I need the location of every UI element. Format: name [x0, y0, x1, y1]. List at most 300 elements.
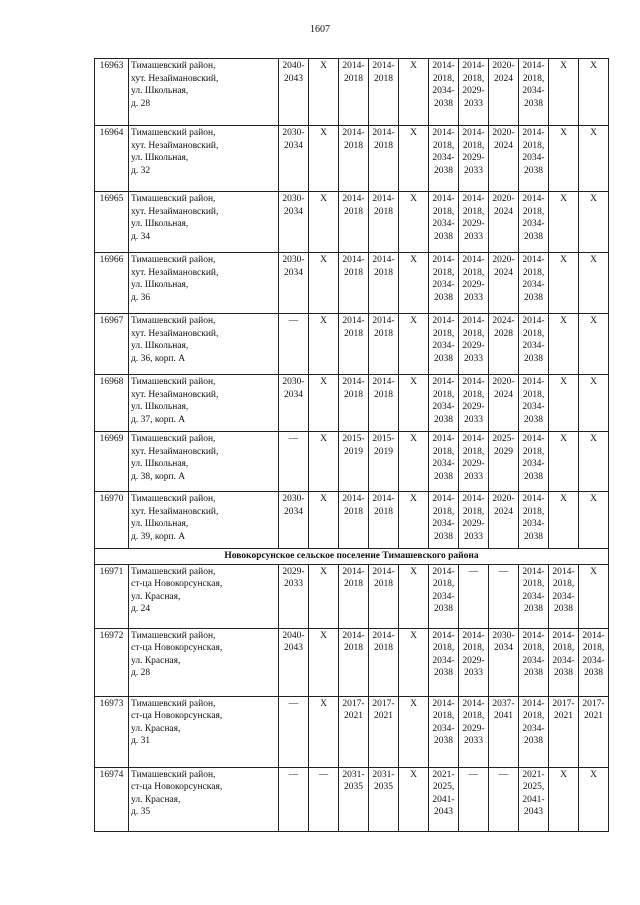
repair-period-cell: [549, 59, 579, 126]
period-line: 2014-: [522, 255, 545, 265]
record-number: 16963: [95, 59, 129, 126]
period-line: 2018,: [522, 328, 545, 339]
period-line: 2034: [284, 206, 303, 217]
period-line: 2014-: [342, 255, 365, 265]
repair-period-cell: [279, 314, 309, 375]
period-line: 2024: [494, 206, 513, 217]
period-line: 2034-: [432, 655, 455, 666]
period-line: 2014-: [342, 128, 365, 138]
address-line: ул. Школьная,: [131, 402, 189, 412]
repair-period-cell: [339, 564, 369, 628]
repair-period-cell: [489, 432, 519, 492]
address-line: д. 34: [131, 231, 151, 242]
period-line: 2034-: [432, 153, 455, 163]
period-line: 2034-: [522, 655, 545, 666]
address-line: хут. Незаймановский,: [131, 446, 219, 457]
period-line: 2029-: [462, 280, 485, 290]
address-line: Тимашевский район,: [131, 769, 216, 780]
period-line: 2014-: [462, 61, 485, 71]
period-line: Х: [560, 434, 567, 444]
period-line: 2014-: [522, 494, 545, 504]
period-line: 2021: [584, 711, 603, 721]
period-line: Х: [560, 61, 567, 71]
period-line: 2018,: [462, 389, 485, 400]
period-line: 2021: [554, 711, 573, 721]
period-line: 2018: [344, 506, 363, 517]
repair-period-cell: [489, 375, 519, 432]
period-line: 2014-: [432, 434, 455, 444]
repair-period-cell: [369, 126, 399, 192]
period-line: Х: [410, 61, 417, 71]
repair-period-cell: [399, 126, 429, 192]
period-line: Х: [410, 769, 417, 780]
period-line: 2034-: [522, 219, 545, 229]
repair-period-cell: [579, 492, 609, 549]
period-line: 2017-: [582, 698, 605, 709]
repair-period-cell: [399, 564, 429, 628]
repair-period-cell: [279, 375, 309, 432]
period-line: 2018,: [522, 267, 545, 278]
address-cell: [129, 192, 279, 253]
address-cell: [129, 492, 279, 549]
repair-period-cell: [519, 375, 549, 432]
repair-period-cell: [429, 564, 459, 628]
repair-period-cell: [459, 59, 489, 126]
repair-period-cell: [309, 126, 339, 192]
repair-period-cell: [489, 59, 519, 126]
repair-period-cell: [339, 126, 369, 192]
period-line: Х: [410, 194, 417, 204]
repair-period-cell: [399, 696, 429, 767]
period-line: 2040-: [282, 630, 305, 641]
period-line: 2014-: [462, 434, 485, 444]
address-line: ул. Школьная,: [131, 219, 189, 229]
repair-period-cell: [429, 432, 459, 492]
period-line: 2018,: [552, 579, 575, 589]
period-line: 2018,: [582, 643, 605, 653]
address-line: Тимашевский район,: [131, 566, 216, 577]
period-line: 2014-: [342, 194, 365, 204]
period-line: 2018,: [432, 206, 455, 217]
period-line: —: [288, 434, 299, 444]
period-line: Х: [590, 494, 597, 504]
period-line: 2021: [374, 711, 393, 721]
repair-period-cell: [459, 492, 489, 549]
period-line: Х: [560, 769, 567, 780]
period-line: Х: [560, 377, 567, 387]
period-line: 2019: [344, 446, 363, 457]
period-line: 2029-: [462, 723, 485, 734]
period-line: 2020-: [492, 255, 515, 265]
period-line: 2014-: [552, 566, 575, 577]
address-line: ст-ца Новокорсунская,: [131, 782, 223, 792]
period-line: 2014-: [432, 255, 455, 265]
address-line: ул. Школьная,: [131, 153, 189, 163]
period-line: 2034: [284, 267, 303, 278]
repair-period-cell: [369, 767, 399, 831]
period-line: 2018,: [432, 643, 455, 653]
repair-period-cell: [309, 628, 339, 696]
repair-period-cell: [399, 314, 429, 375]
repair-period-cell: [459, 126, 489, 192]
period-line: 2034-: [522, 86, 545, 96]
repair-period-cell: [579, 192, 609, 253]
period-line: Х: [320, 566, 327, 577]
period-line: 2014-: [432, 630, 455, 641]
period-line: 2038: [524, 471, 543, 482]
period-line: 2014-: [462, 194, 485, 204]
period-line: 2021-: [522, 769, 545, 780]
repair-period-cell: [489, 628, 519, 696]
repair-period-cell: [279, 628, 309, 696]
period-line: 2014-: [372, 128, 395, 138]
repair-period-cell: [309, 696, 339, 767]
period-line: 2038: [584, 668, 603, 678]
address-line: Тимашевский район,: [131, 128, 216, 138]
period-line: 2018: [344, 579, 363, 589]
repair-period-cell: [489, 253, 519, 314]
period-line: 2025-: [492, 434, 515, 444]
period-line: 2014-: [372, 630, 395, 641]
period-line: 2019: [374, 446, 393, 457]
section-title: Новокорсунское сельское поселение Тимашевского района: [95, 549, 609, 565]
repair-period-cell: [279, 564, 309, 628]
period-line: 2018: [344, 267, 363, 278]
repair-period-cell: [519, 696, 549, 767]
repair-period-cell: [489, 767, 519, 831]
address-line: хут. Незаймановский,: [131, 389, 219, 400]
period-line: 2043: [284, 73, 303, 84]
period-line: 2020-: [492, 128, 515, 138]
period-line: 2014-: [432, 566, 455, 577]
period-line: 2018,: [522, 711, 545, 721]
address-line: ул. Красная,: [131, 655, 181, 666]
repair-period-cell: [429, 375, 459, 432]
repair-period-cell: [339, 628, 369, 696]
address-line: д. 28: [131, 668, 151, 678]
period-line: 2014-: [522, 698, 545, 709]
period-line: 2034-: [522, 723, 545, 734]
period-line: 2020-: [492, 194, 515, 204]
period-line: 2014-: [522, 316, 545, 326]
table-row: [95, 375, 609, 432]
period-line: 2038: [524, 292, 543, 303]
period-line: 2041-: [522, 794, 545, 805]
period-line: Х: [320, 61, 327, 71]
address-line: Тимашевский район,: [131, 316, 216, 326]
repair-period-cell: [549, 314, 579, 375]
period-line: Х: [410, 566, 417, 577]
repair-period-cell: [369, 253, 399, 314]
period-line: Х: [560, 128, 567, 138]
repair-period-cell: [309, 492, 339, 549]
address-line: Тимашевский район,: [131, 434, 216, 444]
period-line: 2014-: [462, 698, 485, 709]
repair-period-cell: [459, 564, 489, 628]
address-line: ул. Красная,: [131, 723, 181, 734]
period-line: Х: [410, 128, 417, 138]
period-line: 2014-: [342, 377, 365, 387]
period-line: —: [318, 769, 329, 780]
period-line: 2034-: [432, 591, 455, 602]
period-line: 2018,: [462, 267, 485, 278]
period-line: 2033: [464, 414, 483, 425]
period-line: 2028: [494, 328, 513, 339]
period-line: 2018: [374, 389, 393, 400]
period-line: —: [498, 566, 509, 577]
repair-period-cell: [339, 375, 369, 432]
period-line: 2034-: [432, 723, 455, 734]
repair-period-cell: [309, 375, 339, 432]
address-line: ул. Красная,: [131, 591, 181, 602]
repair-period-cell: [399, 432, 429, 492]
period-line: 2033: [464, 531, 483, 542]
repair-period-cell: [429, 59, 459, 126]
period-line: 2014-: [372, 377, 395, 387]
record-number: 16969: [95, 432, 129, 492]
period-line: 2018,: [522, 643, 545, 653]
period-line: 2041-: [432, 794, 455, 805]
period-line: 2030-: [282, 194, 305, 204]
period-line: Х: [320, 194, 327, 204]
period-line: 2038: [434, 531, 453, 542]
repair-period-cell: [399, 59, 429, 126]
table-row: [95, 59, 609, 126]
period-line: 2014-: [432, 61, 455, 71]
address-cell: [129, 126, 279, 192]
repair-period-cell: [489, 696, 519, 767]
period-line: 2018,: [462, 446, 485, 457]
period-line: 2014-: [522, 128, 545, 138]
repair-period-cell: [459, 767, 489, 831]
period-line: 2015-: [342, 434, 365, 444]
address-line: д. 28: [131, 98, 151, 109]
record-number: 16964: [95, 126, 129, 192]
period-line: 2029-: [462, 519, 485, 529]
repair-period-cell: [399, 375, 429, 432]
period-line: 2024: [494, 506, 513, 517]
record-number: 16971: [95, 564, 129, 628]
period-line: 2033: [464, 292, 483, 303]
repair-period-cell: [279, 432, 309, 492]
period-line: 2033: [464, 98, 483, 109]
repair-period-cell: [519, 767, 549, 831]
period-line: 2034-: [432, 219, 455, 229]
address-line: ст-ца Новокорсунская,: [131, 579, 223, 589]
repair-period-cell: [489, 192, 519, 253]
address-line: Тимашевский район,: [131, 698, 216, 709]
address-line: д. 37, корп. А: [131, 414, 186, 425]
period-line: 2018: [374, 73, 393, 84]
period-line: 2031-: [342, 769, 365, 780]
period-line: 2018: [344, 140, 363, 151]
address-line: д. 36, корп. А: [131, 353, 186, 364]
record-number: 16968: [95, 375, 129, 432]
repair-period-cell: [309, 564, 339, 628]
period-line: 2029-: [462, 341, 485, 351]
address-line: Тимашевский район,: [131, 61, 216, 71]
repair-period-cell: [279, 253, 309, 314]
repair-period-cell: [519, 59, 549, 126]
period-line: 2041: [494, 711, 513, 721]
period-line: 2033: [464, 165, 483, 176]
period-line: Х: [320, 255, 327, 265]
period-line: 2029-: [462, 655, 485, 666]
repair-period-cell: [399, 628, 429, 696]
period-line: 2014-: [462, 128, 485, 138]
period-line: 2018,: [462, 711, 485, 721]
period-line: 2035: [374, 782, 393, 792]
repair-period-cell: [369, 564, 399, 628]
address-cell: [129, 375, 279, 432]
repair-period-cell: [519, 564, 549, 628]
repair-period-cell: [339, 192, 369, 253]
section-header-row: [95, 549, 609, 565]
period-line: 2014-: [342, 316, 365, 326]
period-line: Х: [410, 698, 417, 709]
address-cell: [129, 432, 279, 492]
period-line: 2034-: [582, 655, 605, 666]
address-line: Тимашевский район,: [131, 494, 216, 504]
period-line: 2017-: [372, 698, 395, 709]
period-line: 2034-: [522, 402, 545, 412]
period-line: Х: [560, 255, 567, 265]
repair-period-cell: [549, 628, 579, 696]
repair-period-cell: [429, 192, 459, 253]
period-line: Х: [590, 255, 597, 265]
period-line: 2014-: [462, 630, 485, 641]
period-line: 2030-: [282, 494, 305, 504]
address-line: хут. Незаймановский,: [131, 267, 219, 278]
repair-period-cell: [459, 314, 489, 375]
record-number: 16972: [95, 628, 129, 696]
period-line: Х: [410, 377, 417, 387]
table-row: [95, 192, 609, 253]
address-line: ул. Школьная,: [131, 280, 189, 290]
period-line: 2020-: [492, 494, 515, 504]
address-line: ул. Красная,: [131, 794, 181, 805]
period-line: 2034-: [432, 402, 455, 412]
period-line: 2034-: [522, 280, 545, 290]
period-line: 2038: [434, 98, 453, 109]
address-cell: [129, 628, 279, 696]
period-line: 2038: [554, 604, 573, 614]
period-line: Х: [590, 61, 597, 71]
period-line: 2024: [494, 389, 513, 400]
repair-period-cell: [339, 314, 369, 375]
repair-period-cell: [339, 492, 369, 549]
period-line: 2029-: [462, 459, 485, 469]
period-line: 2038: [524, 736, 543, 746]
repair-period-cell: [549, 564, 579, 628]
repair-period-cell: [309, 192, 339, 253]
period-line: 2014-: [462, 494, 485, 504]
period-line: 2033: [464, 736, 483, 746]
period-line: 2033: [464, 668, 483, 678]
period-line: 2018: [344, 389, 363, 400]
period-line: 2018,: [432, 267, 455, 278]
address-line: ул. Школьная,: [131, 86, 189, 96]
period-line: 2038: [524, 668, 543, 678]
period-line: 2014-: [522, 630, 545, 641]
period-line: 2038: [524, 165, 543, 176]
address-line: Тимашевский район,: [131, 630, 216, 641]
period-line: 2033: [284, 579, 303, 589]
address-cell: [129, 696, 279, 767]
table-row: [95, 314, 609, 375]
period-line: Х: [410, 494, 417, 504]
repair-period-cell: [309, 432, 339, 492]
period-line: 2033: [464, 231, 483, 242]
period-line: 2014-: [522, 434, 545, 444]
repair-period-cell: [339, 253, 369, 314]
period-line: 2018,: [462, 140, 485, 151]
period-line: Х: [590, 769, 597, 780]
period-line: 2038: [434, 292, 453, 303]
period-line: 2018,: [522, 389, 545, 400]
period-line: 2018,: [432, 506, 455, 517]
period-line: 2021: [344, 711, 363, 721]
period-line: 2014-: [462, 255, 485, 265]
period-line: 2038: [524, 353, 543, 364]
period-line: 2014-: [582, 630, 605, 641]
period-line: 2034-: [522, 341, 545, 351]
period-line: 2043: [434, 807, 453, 817]
period-line: 2034: [284, 506, 303, 517]
period-line: 2038: [434, 165, 453, 176]
period-line: 2018,: [432, 711, 455, 721]
repair-period-cell: [429, 314, 459, 375]
period-line: 2034-: [522, 519, 545, 529]
repair-period-cell: [399, 492, 429, 549]
repair-period-cell: [519, 628, 549, 696]
repair-period-cell: [459, 696, 489, 767]
repair-period-cell: [519, 192, 549, 253]
period-line: 2018,: [462, 643, 485, 653]
period-line: Х: [590, 377, 597, 387]
period-line: 2038: [524, 604, 543, 614]
period-line: 2018,: [432, 73, 455, 84]
period-line: 2024: [494, 73, 513, 84]
period-line: —: [468, 566, 479, 577]
period-line: 2014-: [372, 494, 395, 504]
period-line: 2018,: [432, 389, 455, 400]
repair-period-cell: [489, 126, 519, 192]
period-line: 2018: [374, 206, 393, 217]
period-line: Х: [560, 494, 567, 504]
address-line: д. 31: [131, 736, 151, 746]
period-line: 2034-: [522, 459, 545, 469]
repair-period-cell: [489, 564, 519, 628]
repair-period-cell: [459, 628, 489, 696]
repair-period-cell: [549, 767, 579, 831]
repair-period-cell: [549, 432, 579, 492]
repair-period-cell: [489, 492, 519, 549]
period-line: 2029-: [282, 566, 305, 577]
period-line: 2014-: [372, 61, 395, 71]
period-line: 2014-: [552, 630, 575, 641]
period-line: 2029-: [462, 86, 485, 96]
period-line: 2030-: [282, 255, 305, 265]
period-line: —: [288, 769, 299, 780]
period-line: 2034-: [552, 655, 575, 666]
period-line: 2018: [344, 643, 363, 653]
period-line: 2029-: [462, 402, 485, 412]
record-number: 16970: [95, 492, 129, 549]
period-line: 2017-: [552, 698, 575, 709]
period-line: 2034-: [522, 591, 545, 602]
period-line: 2014-: [372, 566, 395, 577]
